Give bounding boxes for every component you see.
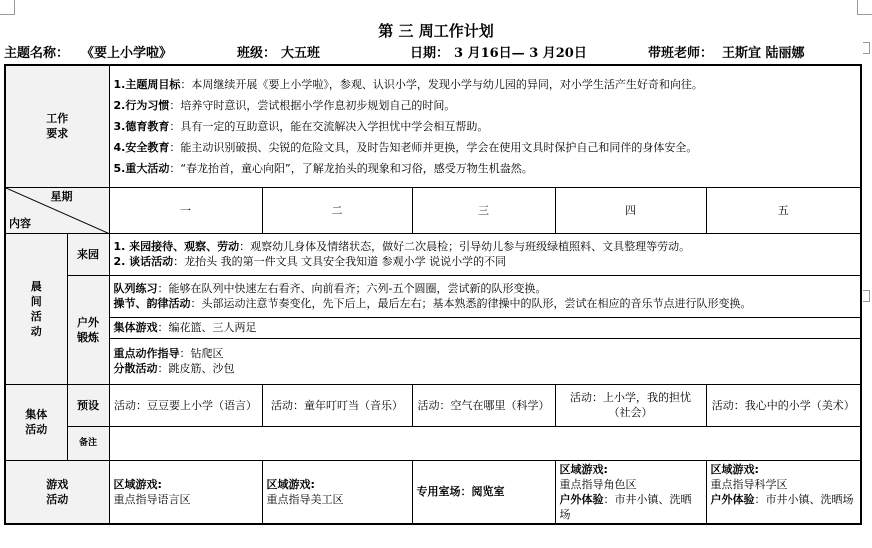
- focus-title: 重点动作指导: [113, 347, 180, 360]
- outdoor-focus-row: [5, 338, 861, 384]
- game-text: 重点指导科学区: [710, 477, 788, 491]
- requirement-text: 能主动识别破损、尖锐的危险文具，及时告知老师并更换，学会在使用文具时保护自己和同伴的身体安全。: [180, 140, 698, 154]
- group-game-content: [109, 317, 861, 338]
- game-thursday: [555, 460, 706, 524]
- requirement-item: [114, 74, 857, 95]
- requirement-text: “春龙抬首，童心向阳”，了解龙抬头的现象和习俗，感受万物生机盎然。: [180, 161, 533, 175]
- group-game-text: ：编花篮、三人两足: [157, 321, 257, 334]
- requirement-sep: ：: [180, 77, 192, 91]
- requirement-title: 主题周目标: [125, 77, 181, 91]
- weekday-monday: 一: [109, 187, 262, 233]
- requirement-item: [114, 116, 857, 137]
- arrival-content: [109, 233, 861, 275]
- notes-label: 备注: [67, 426, 109, 460]
- requirement-number: 4.: [113, 140, 126, 154]
- arrival-line-1-text: ：观察幼儿身体及情绪状态，做好二次晨检；引导幼儿参与班级绿植照料、文具整理等劳动。: [239, 240, 691, 253]
- weekday-thursday: 四: [555, 187, 706, 233]
- requirement-item: [114, 95, 857, 116]
- formation-title: 队列练习: [113, 282, 158, 295]
- requirement-sep: ：: [169, 119, 181, 133]
- teachers-label: 带班老师：: [648, 46, 714, 61]
- requirement-title: 行为习惯: [125, 98, 170, 112]
- theme-label: 主题名称：: [4, 46, 70, 61]
- plan-header: [4, 42, 864, 62]
- paragraph-marker: [863, 290, 870, 302]
- rhythm-text: ：头部运动注意节奏变化，先下后上，最后左右；基本熟悉韵律操中的队形，尝试在相应的音乐节点进行队形变换。: [190, 297, 752, 310]
- collective-activity-tuesday: 活动：童年叮叮当（音乐）: [262, 384, 412, 426]
- morning-activities-label: [5, 233, 67, 384]
- game-activities-label-text: 游戏 活动: [46, 477, 69, 506]
- scatter-title: 分散活动: [113, 362, 158, 375]
- requirement-sep: ：: [169, 98, 181, 112]
- rhythm-title: 操节、韵律活动: [113, 297, 191, 310]
- game-monday: [109, 460, 262, 524]
- weekday-friday: 五: [706, 187, 861, 233]
- game-title: 区域游戏:: [113, 477, 162, 491]
- game-text: 重点指导美工区: [266, 492, 344, 506]
- collective-activity-monday: 活动：豆豆要上小学（语言）: [109, 384, 262, 426]
- game-activities-row: [5, 460, 861, 524]
- requirement-text: 本周继续开展《要上小学啦》，参观、认识小学，发现小学与幼儿园的异同，对小学生活产生好奇和向往。: [191, 77, 703, 91]
- requirement-number: 3.: [113, 119, 126, 133]
- arrival-line-2: [114, 254, 857, 269]
- requirement-text: 培养守时意识，尝试根据小学作息初步规划自己的时间。: [180, 98, 456, 112]
- requirement-sep: ：: [169, 140, 181, 154]
- content-header-label: 内容: [9, 216, 31, 230]
- requirement-title: 德育教育: [125, 119, 170, 133]
- outdoor-group-game-row: [5, 317, 861, 338]
- weekday-diagonal-header: [5, 187, 109, 233]
- weekday-header-row: [5, 187, 861, 233]
- arrival-label: 来园: [67, 233, 109, 275]
- requirements-row: [5, 65, 861, 187]
- requirement-sep: ：: [169, 161, 181, 175]
- outdoor-exercise-label: [67, 275, 109, 384]
- outdoor-experience-title: 户外体验: [710, 492, 755, 506]
- arrival-line-1-title: 1. 来园接待、观察、劳动: [113, 240, 240, 253]
- scatter-text: ：跳皮筋、沙包: [157, 362, 235, 375]
- date-label: 日期：: [410, 46, 450, 61]
- arrival-line-1: [114, 239, 857, 254]
- requirement-item: [114, 137, 857, 158]
- focus-line: [114, 346, 857, 361]
- collective-activities-label: [5, 384, 67, 460]
- game-title: 专用室场：阅览室: [416, 485, 505, 499]
- requirement-item: [114, 158, 857, 179]
- formation-content: [109, 275, 861, 317]
- outdoor-formation-row: [5, 275, 861, 317]
- page-corner-mark-top-left: [0, 0, 15, 15]
- focus-text: ：钻爬区: [179, 347, 224, 360]
- date-value: 3 月16日— 3 月20日: [454, 46, 587, 61]
- requirement-title: 重大活动: [125, 161, 170, 175]
- teachers-value: 王斯宜 陆丽娜: [722, 46, 805, 61]
- morning-activities-label-text: 晨 间 活 动: [30, 279, 42, 338]
- requirements-label: [5, 65, 109, 187]
- formation-line: [114, 281, 857, 296]
- game-friday: [706, 460, 861, 524]
- page-title: 第 三 周工作计划: [378, 22, 494, 40]
- requirement-text: 具有一定的互助意识，能在交流解决入学担忧中学会相互帮助。: [180, 119, 489, 133]
- rhythm-line: [114, 296, 857, 311]
- outdoor-experience-title: 户外体验: [559, 492, 604, 506]
- group-game-line: [114, 320, 857, 335]
- game-text: 重点指导角色区: [559, 477, 637, 491]
- requirements-content: [109, 65, 861, 187]
- game-title: 区域游戏:: [559, 462, 608, 476]
- formation-text: ：能够在队列中快速左右看齐、向前看齐；六列-五个圆圈，尝试新的队形变换。: [157, 282, 547, 295]
- paragraph-marker: [863, 42, 870, 54]
- notes-content: [109, 426, 861, 460]
- requirement-title: 安全教育: [125, 140, 170, 154]
- game-tuesday: [262, 460, 412, 524]
- game-wednesday: [412, 460, 555, 524]
- collective-preset-row: [5, 384, 861, 426]
- page-corner-mark-top-right: [857, 0, 872, 15]
- game-title: 区域游戏:: [710, 462, 759, 476]
- requirement-number: 2.: [113, 98, 126, 112]
- weekday-header-label: 星期: [50, 189, 73, 203]
- requirement-number: 1.: [113, 77, 126, 91]
- morning-arrival-row: [5, 233, 861, 275]
- game-title: 区域游戏:: [266, 477, 315, 491]
- collective-activity-thursday: 活动：上小学，我的担忧（社会）: [555, 384, 706, 426]
- weekday-tuesday: 二: [262, 187, 412, 233]
- class-value: 大五班: [281, 46, 321, 61]
- theme-value: 《要上小学啦》: [81, 46, 173, 61]
- requirement-number: 5.: [113, 161, 126, 175]
- group-game-title: 集体游戏: [113, 321, 158, 334]
- scatter-line: [114, 361, 857, 376]
- focus-content: [109, 338, 861, 384]
- game-activities-label: [5, 460, 109, 524]
- requirements-label-text: 工作 要求: [46, 112, 69, 141]
- collective-activity-friday: 活动：我心中的小学（美术）: [706, 384, 861, 426]
- outdoor-exercise-label-text: 户外 锻炼: [77, 315, 99, 344]
- class-label: 班级：: [237, 46, 277, 61]
- outdoor-experience-text: ：市井小镇、洗晒场: [754, 492, 854, 506]
- arrival-line-2-title: 2. 谈话活动: [113, 255, 174, 268]
- collective-activities-label-text: 集体 活动: [25, 408, 48, 436]
- outdoor-experience-text: ：市井小镇、洗晒场: [559, 492, 692, 521]
- collective-notes-row: [5, 426, 861, 460]
- weekly-plan-table: [4, 64, 862, 525]
- preset-label: 预设: [67, 384, 109, 426]
- game-text: 重点指导语言区: [113, 492, 191, 506]
- arrival-line-2-text: ：龙抬头 我的第一件文具 文具安全我知道 参观小学 说说小学的不同: [173, 255, 507, 268]
- collective-activity-wednesday: 活动：空气在哪里（科学）: [412, 384, 555, 426]
- weekday-wednesday: 三: [412, 187, 555, 233]
